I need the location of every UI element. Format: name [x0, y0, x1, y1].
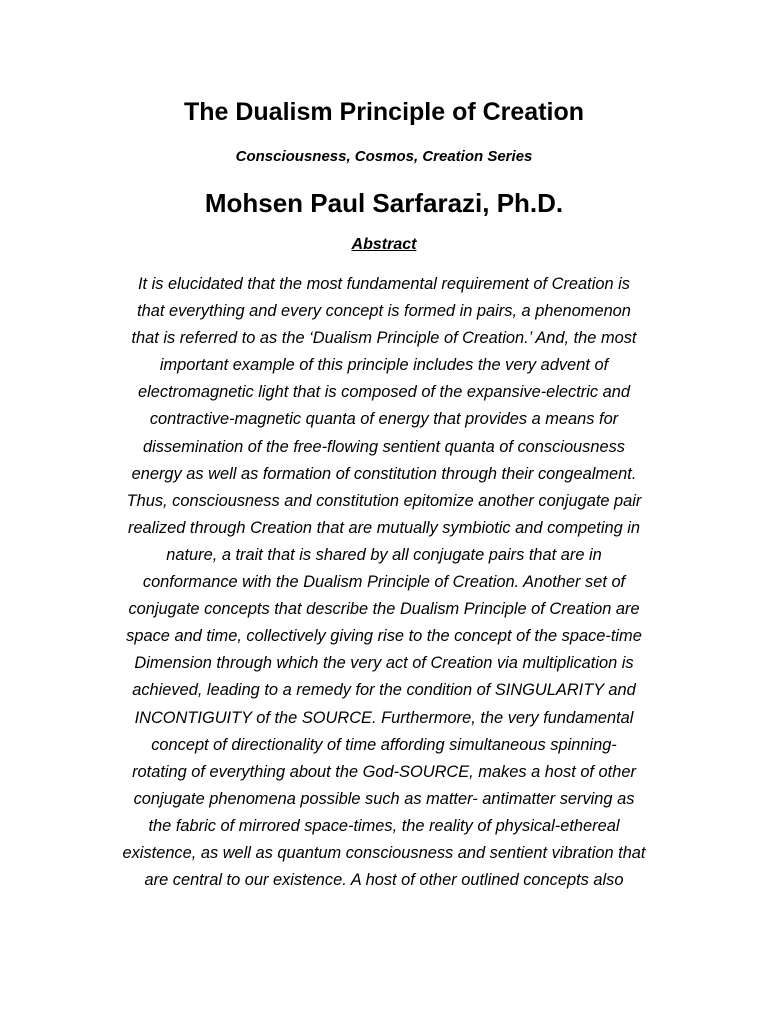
document-title: The Dualism Principle of Creation [183, 98, 585, 126]
abstract-body [0, 271, 768, 894]
abstract-line: important example of this principle includes the very advent of [159, 356, 609, 375]
abstract-line: that is referred to as the ‘Dualism Principle of Creation.’ And, the most [131, 329, 637, 348]
abstract-line: energy as well as formation of constitution through their congealment. [131, 464, 637, 483]
abstract-line: concept of directionality of time affording simultaneous spinning- [151, 735, 617, 754]
abstract-line: nature, a trait that is shared by all conjugate pairs that are in [166, 545, 602, 564]
abstract-line: It is elucidated that the most fundamental requirement of Creation is [138, 275, 630, 293]
series-subtitle: Consciousness, Cosmos, Creation Series [235, 148, 533, 165]
abstract-line: Thus, consciousness and constitution epitomize another conjugate pair [126, 491, 642, 510]
abstract-line: Dimension through which the very act of Creation via multiplication is [134, 654, 634, 673]
author-name: Mohsen Paul Sarfarazi, Ph.D. [204, 188, 564, 218]
abstract-line: that everything and every concept is formed in pairs, a phenomenon [137, 302, 631, 321]
abstract-line: are central to our existence. A host of other outlined concepts also [144, 871, 624, 890]
abstract-line: INCONTIGUITY of the SOURCE. Furthermore, the very fundamental [134, 708, 634, 727]
abstract-line: electromagnetic light that is composed of the expansive-electric and [138, 383, 630, 402]
abstract-line: rotating of everything about the God-SOURCE, makes a host of other [132, 762, 636, 781]
abstract-line: conjugate concepts that describe the Dualism Principle of Creation are [128, 600, 640, 619]
abstract-line: dissemination of the free-flowing sentient quanta of consciousness [143, 437, 625, 456]
abstract-line: achieved, leading to a remedy for the condition of SINGULARITY and [132, 681, 636, 700]
abstract-line: the fabric of mirrored space-times, the reality of physical-ethereal [148, 816, 620, 835]
abstract-heading: Abstract [351, 236, 417, 253]
abstract-line: contractive-magnetic quanta of energy that provides a means for [149, 410, 619, 429]
abstract-line: realized through Creation that are mutually symbiotic and competing in [127, 518, 641, 537]
abstract-line: conjugate phenomena possible such as matter- antimatter serving as [133, 789, 635, 808]
abstract-line: conformance with the Dualism Principle of Creation. Another set of [142, 573, 626, 592]
abstract-line: space and time, collectively giving rise to the concept of the space-time [126, 627, 642, 646]
abstract-line: existence, as well as quantum consciousness and sentient vibration that [122, 843, 646, 862]
